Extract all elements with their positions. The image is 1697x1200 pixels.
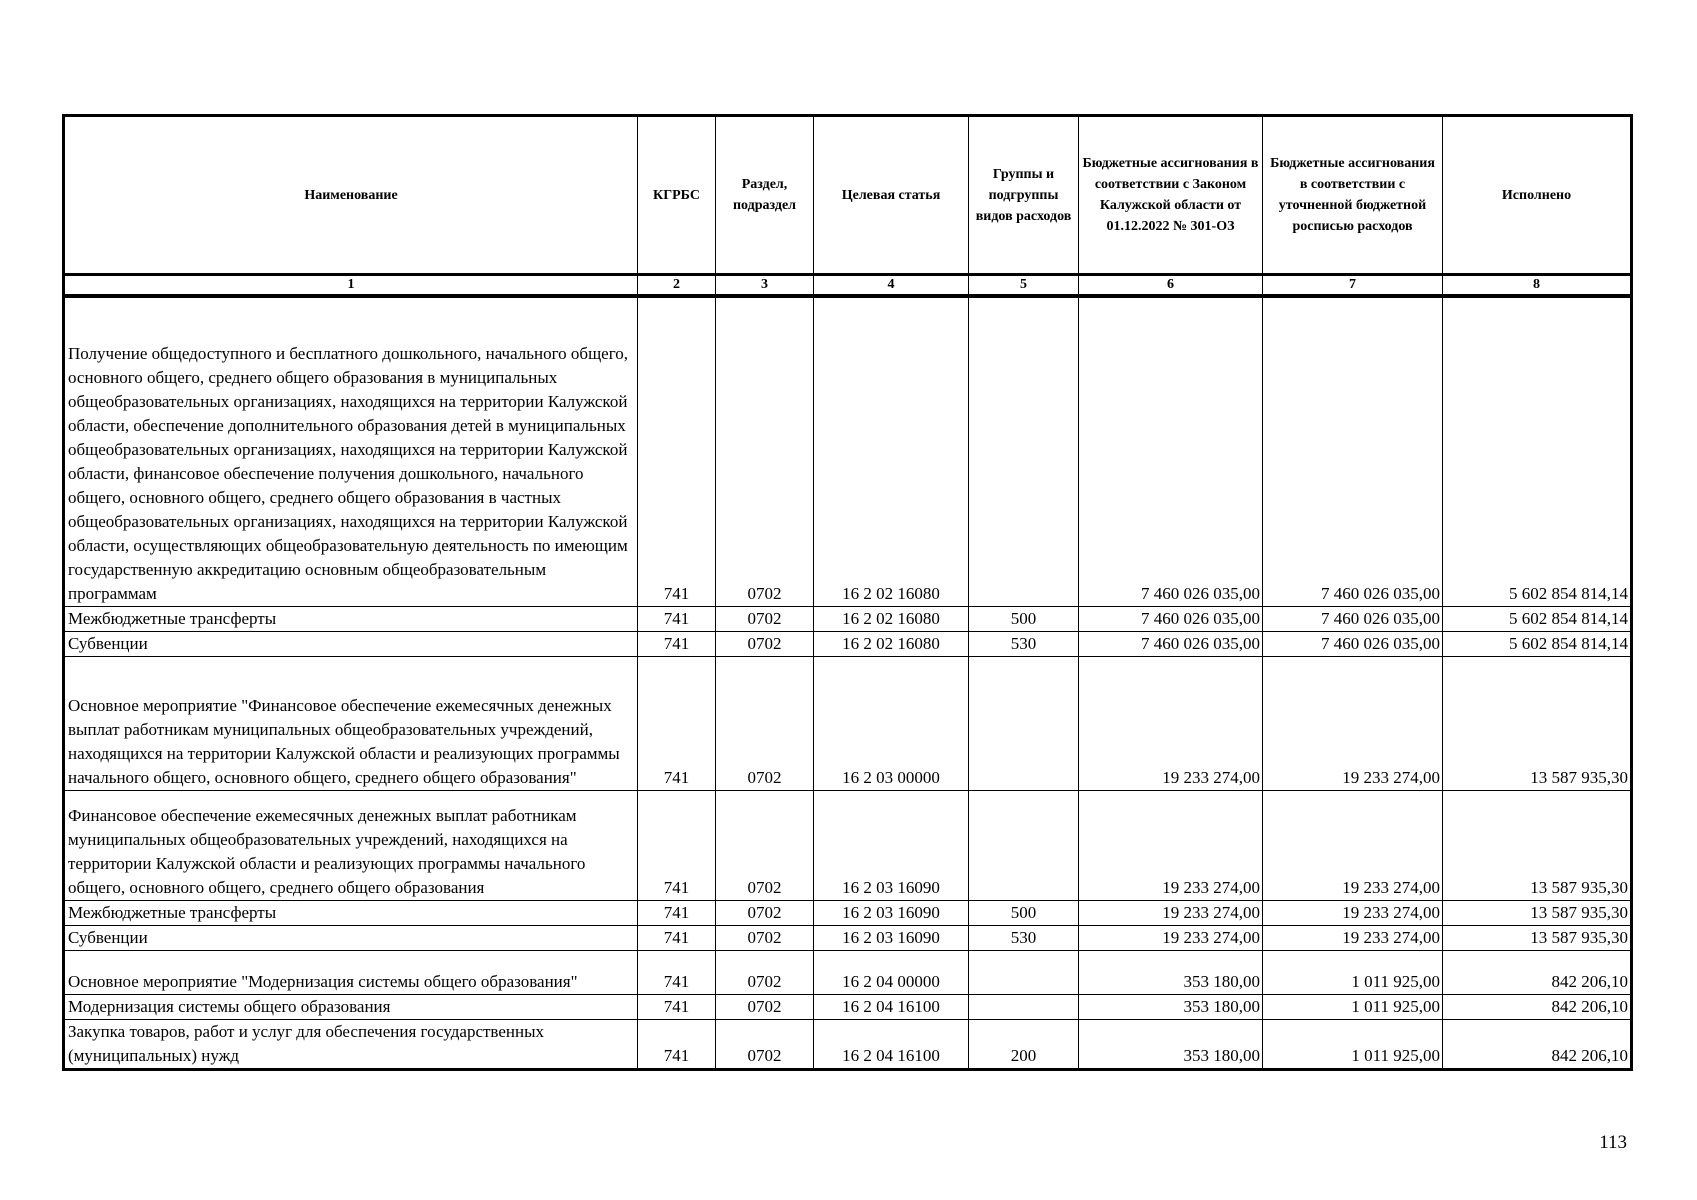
cell-refined-amount: 1 011 925,00 bbox=[1263, 1019, 1443, 1069]
cell-kgrbs: 741 bbox=[638, 925, 716, 950]
cell-name: Получение общедоступного и бесплатного дошкольного, начального общего, основного общего, среднего общего образования в муниципальных общеобразовательных организациях, находящихся на территории Калужской области, обеспечение дополнительного образования детей в муниципальных общеобразовательных организациях, находящихся на территории Калужской области, финансовое обеспечение получения дошкольного, начального общего, основного общего, среднего общего образования в частных общеобразовательных организациях, находящихся на территории Калужской области, осуществляющих общеобразовательную деятельность по имеющим государственную аккредитацию основным общеобразовательным программам bbox=[64, 296, 638, 606]
cell-kgrbs: 741 bbox=[638, 606, 716, 631]
cell-article: 16 2 04 00000 bbox=[814, 950, 969, 994]
table-row bbox=[64, 606, 1632, 631]
table-row bbox=[64, 656, 1632, 790]
cell-name: Модернизация системы общего образования bbox=[64, 994, 638, 1019]
cell-executed-amount: 13 587 935,30 bbox=[1443, 900, 1632, 925]
cell-law-amount: 353 180,00 bbox=[1079, 994, 1263, 1019]
cell-article: 16 2 02 16080 bbox=[814, 606, 969, 631]
cell-group: 500 bbox=[969, 606, 1079, 631]
cell-article: 16 2 03 16090 bbox=[814, 790, 969, 900]
cell-section: 0702 bbox=[716, 900, 814, 925]
cell-executed-amount: 5 602 854 814,14 bbox=[1443, 296, 1632, 606]
cell-executed-amount: 5 602 854 814,14 bbox=[1443, 631, 1632, 656]
cell-group: 530 bbox=[969, 631, 1079, 656]
header-refined: Бюджетные ассигнования в соответствии с уточненной бюджетной росписью расходов bbox=[1263, 116, 1443, 275]
header-name: Наименование bbox=[64, 116, 638, 275]
column-number: 1 bbox=[64, 275, 638, 297]
column-number: 3 bbox=[716, 275, 814, 297]
cell-group bbox=[969, 950, 1079, 994]
header-row bbox=[64, 116, 1632, 275]
cell-refined-amount: 7 460 026 035,00 bbox=[1263, 606, 1443, 631]
cell-group bbox=[969, 790, 1079, 900]
cell-kgrbs: 741 bbox=[638, 994, 716, 1019]
cell-executed-amount: 13 587 935,30 bbox=[1443, 790, 1632, 900]
table-row bbox=[64, 1019, 1632, 1069]
cell-law-amount: 353 180,00 bbox=[1079, 1019, 1263, 1069]
column-number: 2 bbox=[638, 275, 716, 297]
cell-law-amount: 353 180,00 bbox=[1079, 950, 1263, 994]
cell-article: 16 2 03 16090 bbox=[814, 900, 969, 925]
cell-name: Субвенции bbox=[64, 631, 638, 656]
cell-group: 200 bbox=[969, 1019, 1079, 1069]
cell-article: 16 2 02 16080 bbox=[814, 296, 969, 606]
table-row bbox=[64, 790, 1632, 900]
cell-refined-amount: 19 233 274,00 bbox=[1263, 790, 1443, 900]
cell-kgrbs: 741 bbox=[638, 296, 716, 606]
cell-kgrbs: 741 bbox=[638, 900, 716, 925]
header-law: Бюджетные ассигнования в соответствии с Законом Калужской области от 01.12.2022 № 301-ОЗ bbox=[1079, 116, 1263, 275]
cell-kgrbs: 741 bbox=[638, 1019, 716, 1069]
cell-group: 500 bbox=[969, 900, 1079, 925]
cell-name: Закупка товаров, работ и услуг для обеспечения государственных (муниципальных) нужд bbox=[64, 1019, 638, 1069]
table-body bbox=[64, 296, 1632, 1069]
cell-article: 16 2 04 16100 bbox=[814, 1019, 969, 1069]
column-number: 7 bbox=[1263, 275, 1443, 297]
cell-section: 0702 bbox=[716, 925, 814, 950]
cell-executed-amount: 842 206,10 bbox=[1443, 950, 1632, 994]
table-row bbox=[64, 925, 1632, 950]
cell-executed-amount: 13 587 935,30 bbox=[1443, 656, 1632, 790]
cell-law-amount: 7 460 026 035,00 bbox=[1079, 296, 1263, 606]
header-executed: Исполнено bbox=[1443, 116, 1632, 275]
header-section: Раздел, подраздел bbox=[716, 116, 814, 275]
cell-law-amount: 19 233 274,00 bbox=[1079, 900, 1263, 925]
table-row bbox=[64, 994, 1632, 1019]
table-row bbox=[64, 631, 1632, 656]
cell-kgrbs: 741 bbox=[638, 790, 716, 900]
cell-law-amount: 19 233 274,00 bbox=[1079, 790, 1263, 900]
budget-table bbox=[62, 114, 1633, 1071]
cell-law-amount: 19 233 274,00 bbox=[1079, 656, 1263, 790]
cell-refined-amount: 1 011 925,00 bbox=[1263, 994, 1443, 1019]
table-row bbox=[64, 950, 1632, 994]
cell-refined-amount: 7 460 026 035,00 bbox=[1263, 296, 1443, 606]
cell-law-amount: 19 233 274,00 bbox=[1079, 925, 1263, 950]
cell-group bbox=[969, 296, 1079, 606]
cell-section: 0702 bbox=[716, 631, 814, 656]
header-group: Группы и подгруппы видов расходов bbox=[969, 116, 1079, 275]
header-article: Целевая статья bbox=[814, 116, 969, 275]
cell-section: 0702 bbox=[716, 1019, 814, 1069]
cell-executed-amount: 5 602 854 814,14 bbox=[1443, 606, 1632, 631]
column-number: 8 bbox=[1443, 275, 1632, 297]
cell-section: 0702 bbox=[716, 950, 814, 994]
cell-name: Межбюджетные трансферты bbox=[64, 900, 638, 925]
cell-section: 0702 bbox=[716, 994, 814, 1019]
column-number: 6 bbox=[1079, 275, 1263, 297]
cell-name: Основное мероприятие "Модернизация системы общего образования" bbox=[64, 950, 638, 994]
cell-refined-amount: 19 233 274,00 bbox=[1263, 900, 1443, 925]
cell-section: 0702 bbox=[716, 790, 814, 900]
cell-refined-amount: 19 233 274,00 bbox=[1263, 925, 1443, 950]
header-kgrbs: КГРБС bbox=[638, 116, 716, 275]
cell-kgrbs: 741 bbox=[638, 950, 716, 994]
cell-executed-amount: 842 206,10 bbox=[1443, 1019, 1632, 1069]
table-row bbox=[64, 296, 1632, 606]
cell-refined-amount: 19 233 274,00 bbox=[1263, 656, 1443, 790]
cell-name: Финансовое обеспечение ежемесячных денежных выплат работникам муниципальных общеобразовательных учреждений, находящихся на территории Калужской области и реализующих программы начального общего, основного общего, среднего общего образования bbox=[64, 790, 638, 900]
cell-article: 16 2 02 16080 bbox=[814, 631, 969, 656]
cell-group bbox=[969, 994, 1079, 1019]
column-number-row bbox=[64, 275, 1632, 297]
cell-law-amount: 7 460 026 035,00 bbox=[1079, 606, 1263, 631]
page-number: 113 bbox=[1599, 1132, 1627, 1153]
cell-refined-amount: 7 460 026 035,00 bbox=[1263, 631, 1443, 656]
cell-article: 16 2 04 16100 bbox=[814, 994, 969, 1019]
cell-group: 530 bbox=[969, 925, 1079, 950]
cell-kgrbs: 741 bbox=[638, 631, 716, 656]
cell-law-amount: 7 460 026 035,00 bbox=[1079, 631, 1263, 656]
cell-kgrbs: 741 bbox=[638, 656, 716, 790]
cell-executed-amount: 13 587 935,30 bbox=[1443, 925, 1632, 950]
column-number: 5 bbox=[969, 275, 1079, 297]
cell-section: 0702 bbox=[716, 296, 814, 606]
cell-executed-amount: 842 206,10 bbox=[1443, 994, 1632, 1019]
cell-article: 16 2 03 16090 bbox=[814, 925, 969, 950]
cell-article: 16 2 03 00000 bbox=[814, 656, 969, 790]
cell-section: 0702 bbox=[716, 656, 814, 790]
cell-group bbox=[969, 656, 1079, 790]
column-number: 4 bbox=[814, 275, 969, 297]
cell-section: 0702 bbox=[716, 606, 814, 631]
cell-name: Межбюджетные трансферты bbox=[64, 606, 638, 631]
cell-name: Субвенции bbox=[64, 925, 638, 950]
cell-refined-amount: 1 011 925,00 bbox=[1263, 950, 1443, 994]
cell-name: Основное мероприятие "Финансовое обеспечение ежемесячных денежных выплат работникам муниципальных общеобразовательных учреждений, находящихся на территории Калужской области и реализующих программы начального общего, основного общего, среднего общего образования" bbox=[64, 656, 638, 790]
table-row bbox=[64, 900, 1632, 925]
